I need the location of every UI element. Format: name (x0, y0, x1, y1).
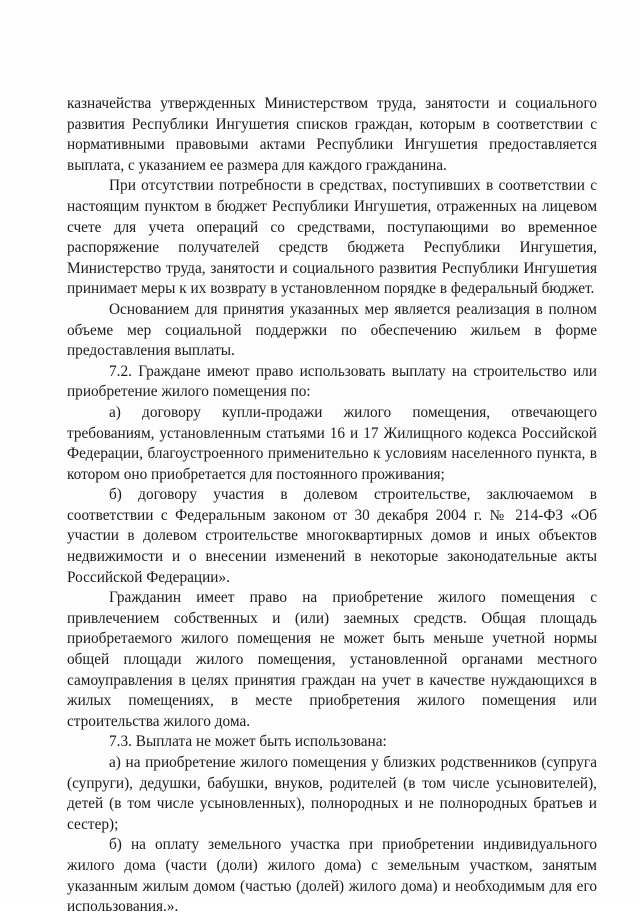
paragraph-treasury-lists: казначейства утвержденных Министерством труда, занятости и социального развития Республики Ингушетия списков граждан, которым в соответствии с нормативными правовыми актами Республики Ингушетия предоставляется выплата, с указанием ее размера для каждого гражданина. (67, 95, 597, 174)
paragraph-7-3-a: а) на приобретение жилого помещения у близких родственников (супруга (супруги), дедушки, бабушки, внуков, родителей (в том числе усыновителей), детей (в том числе усыновленных), полнородных и не полнородных братьев и сестер); (67, 754, 597, 833)
paragraph-7-3-b: б) на оплату земельного участка при приобретении индивидуального жилого дома (части (доли) жилого дома) с земельным участком, занятым указанным жилым домом (частью (долей) жилого дома) и необходимым для его использования.». (67, 836, 597, 916)
document-body (67, 94, 597, 918)
paragraph-7-2-heading: 7.2. Граждане имеют право использовать выплату на строительство или приобретение жилого помещения по: (67, 362, 597, 401)
paragraph-7-2-a: а) договору купли-продажи жилого помещения, отвечающего требованиям, установленным статьями 16 и 17 Жилищного кодекса Российской Федерации, благоустроенного применительно к условиям населенного пункта, в котором оно приобретается для постоянного проживания; (67, 403, 597, 483)
paragraph-7-2-b: б) договору участия в долевом строительстве, заключаемом в соответствии с Федеральным законом от 30 декабря 2004 г. № 214-ФЗ «Об участии в долевом строительстве многоквартирных домов и иных объектов недвижимости и о внесении изменений в некоторые законодательные акты Российской Федерации». (67, 486, 597, 586)
paragraph-7-3-heading: 7.3. Выплата не может быть использована: (109, 733, 387, 751)
paragraph-basis-for-measures: Основанием для принятия указанных мер является реализация в полном объеме мер социальной поддержки по обеспечению жильем в форме предоставления выплаты. (67, 300, 597, 360)
paragraph-own-funds: Гражданин имеет право на приобретение жилого помещения с привлечением собственных и (или) заемных средств. Общая площадь приобретаемого жилого помещения не может быть меньше учетной нормы общей площади жилого помещения, установленной органами местного самоуправления в целях принятия граждан на учет в качестве нуждающихся в жилых помещениях, в месте приобретения жилого помещения или строительства жилого дома. (67, 589, 597, 730)
paragraph-funds-return: При отсутствии потребности в средствах, поступивших в соответствии с настоящим пунктом в бюджет Республики Ингушетия, отраженных на лицевом счете для учета операций со средствами, поступающими во временное распоряжение получателей средств бюджета Республики Ингушетия, Министерство труда, занятости и социального развития Республики Ингушетия принимает меры к их возврату в установленном порядке в федеральный бюджет. (67, 177, 597, 298)
